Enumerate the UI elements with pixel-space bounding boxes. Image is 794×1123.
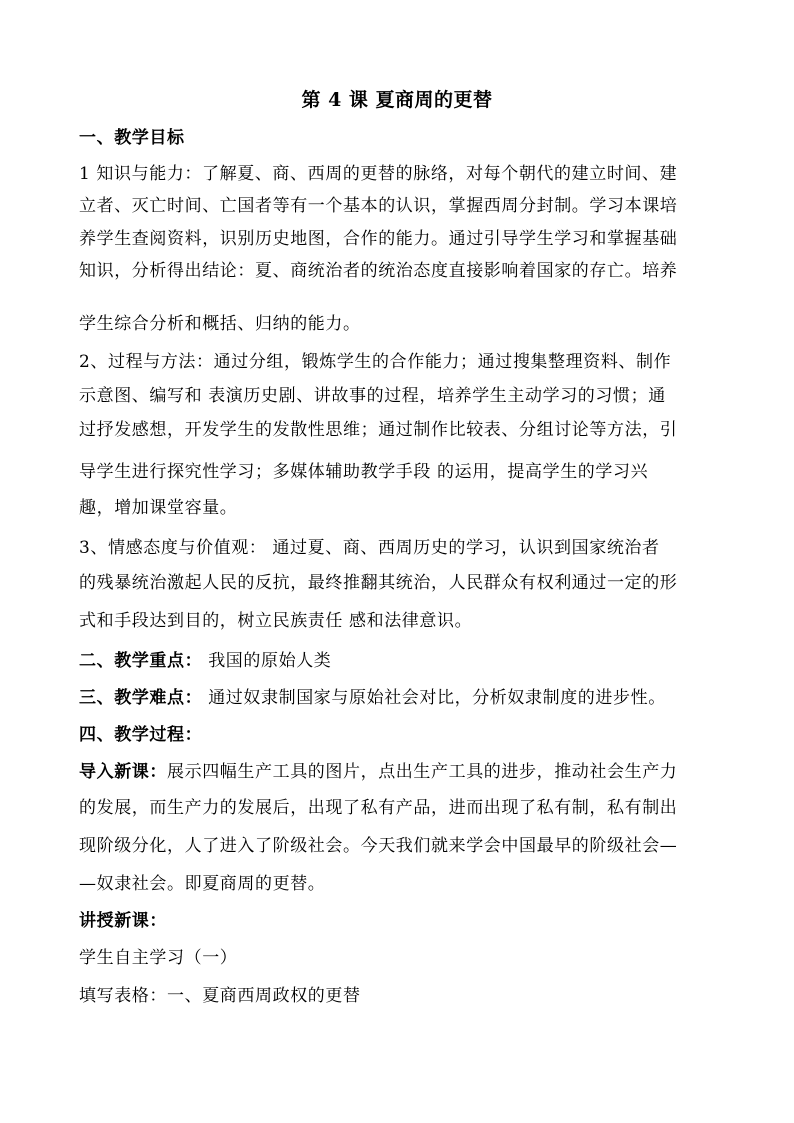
self-study-label: 学生自主学习（一） [79, 948, 238, 968]
intro-label: 导入新课： [79, 762, 167, 782]
intro-text: 展示四幅生产工具的图片，点出生产工具的进步，推动社会生产力 [167, 762, 678, 782]
intro-line: —奴隶社会。即夏商周的更替。 [79, 874, 326, 894]
objective-knowledge-line: 1 知识与能力：了解夏、商、西周的更替的脉络，对每个朝代的建立时间、建 [79, 164, 678, 184]
intro-line [79, 760, 719, 784]
objective-knowledge-line: 养学生查阅资料，识别历史地图，合作的能力。通过引导学生学习和掌握基础 [79, 229, 678, 249]
objective-process-line: 2、过程与方法：通过分组，锻炼学生的合作能力；通过搜集整理资料、制作 [79, 352, 672, 372]
key-points-heading: 二、教学重点： [79, 651, 203, 671]
fill-table-instruction: 填写表格：一、夏商西周政权的更替 [79, 986, 361, 1006]
difficulties-heading: 三、教学难点： [79, 688, 203, 708]
key-points-text: 我国的原始人类 [202, 651, 332, 671]
section-heading-process: 四、教学过程： [79, 725, 203, 745]
page-title: 第 4 课 夏商周的更替 [301, 89, 493, 111]
objective-values-line: 3、情感态度与价值观： 通过夏、商、西周历史的学习，认识到国家统治者 [79, 538, 660, 558]
new-lesson-label: 讲授新课： [79, 911, 167, 931]
objective-process-line: 过抒发感想，开发学生的发散性思维；通过制作比较表、分组讨论等方法，引 [79, 420, 678, 440]
difficulties-row [79, 686, 719, 710]
objective-process-line: 示意图、编写和 表演历史剧、讲故事的过程，培养学生主动学习的习惯；通 [79, 386, 666, 406]
objective-process-line: 导学生进行探究性学习；多媒体辅助教学手段 的运用，提高学生的学习兴 [79, 462, 649, 482]
objective-knowledge-line: 立者、灭亡时间、亡国者等有一个基本的认识，掌握西周分封制。学习本课培 [79, 196, 678, 216]
objective-knowledge-line: 学生综合分析和概括、归纳的能力。 [79, 314, 361, 334]
objective-values-line: 的残暴统治激起人民的反抗，最终推翻其统治，人民群众有权利通过一定的形 [79, 573, 678, 593]
objective-process-line: 趣，增加课堂容量。 [79, 498, 238, 518]
intro-line: 现阶级分化，人了进入了阶级社会。今天我们就来学会中国最早的阶级社会— [79, 836, 678, 856]
objective-knowledge-line: 知识，分析得出结论：夏、商统治者的统治态度直接影响着国家的存亡。培养 [79, 261, 678, 281]
key-points-row [79, 649, 719, 673]
objective-values-line: 式和手段达到目的，树立民族责任 感和法律意识。 [79, 611, 473, 631]
section-heading-objectives: 一、教学目标 [79, 128, 185, 148]
difficulties-text: 通过奴隶制国家与原始社会对比，分析奴隶制度的进步性。 [202, 688, 666, 708]
intro-line: 的发展，而生产力的发展后，出现了私有产品，进而出现了私有制，私有制出 [79, 798, 678, 818]
